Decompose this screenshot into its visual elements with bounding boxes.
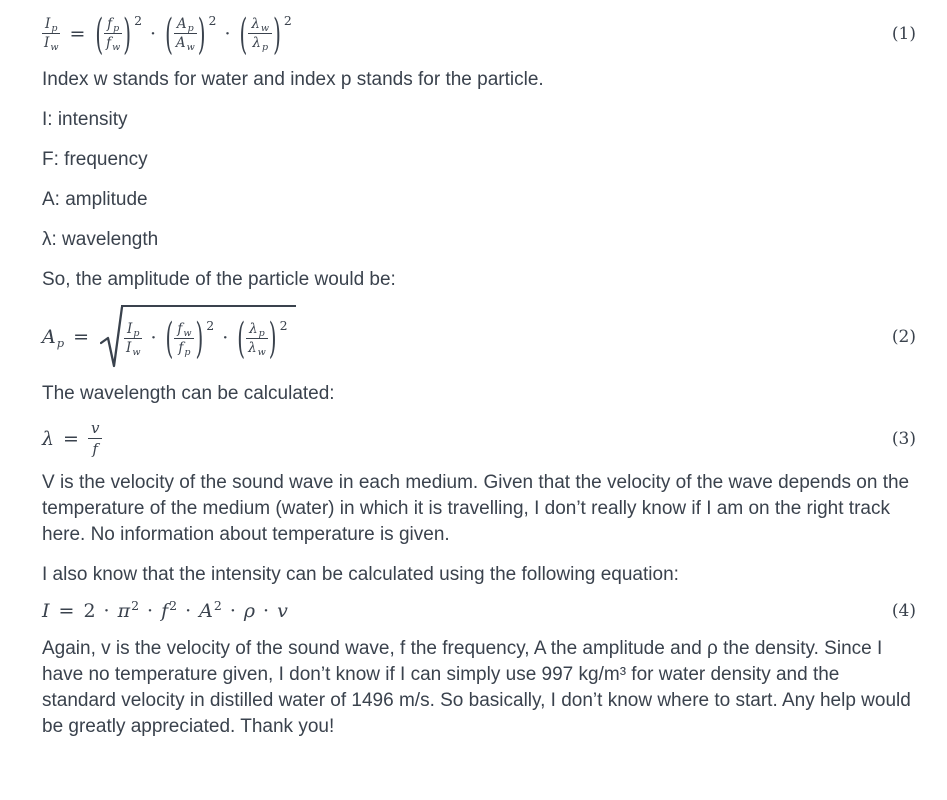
multiplication-dot: ·	[103, 600, 110, 623]
math-symbol: ρ	[243, 600, 256, 623]
open-paren: (	[95, 8, 104, 59]
paren-group-wavelength	[239, 8, 292, 59]
math-symbol: v	[90, 419, 100, 438]
math-symbol: I	[127, 320, 133, 337]
paragraph-closing-note	[42, 636, 916, 740]
multiplication-dot: ·	[229, 600, 236, 623]
fraction-wavelength-ratio	[248, 16, 272, 54]
open-paren: (	[165, 313, 174, 364]
multiplication-dot: ·	[185, 600, 192, 623]
math-subscript: w	[132, 346, 141, 358]
equation-number: (2)	[891, 327, 916, 348]
denominator	[126, 339, 140, 356]
denominator	[175, 34, 195, 54]
math-symbol: f	[107, 16, 113, 32]
fraction-velocity-over-frequency	[88, 419, 102, 458]
math-symbol: π	[117, 600, 131, 623]
math-symbol: λ	[251, 16, 260, 32]
definition-amplitude: A: amplitude	[42, 189, 148, 211]
math-subscript: w	[112, 42, 121, 54]
definition-frequency: F: frequency	[42, 149, 148, 171]
text-line: temperature of the medium (water) in which it is travelling, I don’t really know if I am on the right track	[42, 498, 890, 520]
math-symbol: I	[126, 339, 132, 356]
fraction-intensity-ratio	[124, 321, 142, 356]
math-symbol: f	[177, 320, 183, 337]
paren-group-frequency	[94, 8, 143, 59]
equation-number: (4)	[891, 601, 916, 622]
equation-4-math	[42, 600, 288, 622]
multiplication-dot: ·	[150, 327, 157, 350]
denominator	[106, 34, 121, 54]
text-line: Again, v is the velocity of the sound wave, f the frequency, A the amplitude and ρ the density. Since I	[42, 638, 883, 660]
paren-group-frequency	[165, 313, 215, 364]
close-paren: )	[123, 8, 132, 59]
lhs-amplitude	[42, 326, 65, 351]
equals-sign: =	[73, 326, 90, 349]
paren-group-wavelength	[236, 313, 288, 364]
paragraph-amplitude-intro: So, the amplitude of the particle would be:	[42, 269, 396, 291]
exponent: 2	[134, 13, 143, 28]
paren-group-amplitude	[164, 8, 217, 59]
denominator	[252, 34, 269, 54]
paragraph-wavelength-intro: The wavelength can be calculated:	[42, 383, 335, 405]
paragraph-intensity-intro: I also know that the intensity can be calculated using the following equation:	[42, 564, 679, 586]
exponent: 2	[279, 317, 288, 333]
close-paren: )	[273, 8, 281, 59]
math-subscript: w	[260, 23, 270, 34]
paragraph-velocity-note	[42, 470, 916, 548]
math-symbol: I	[42, 600, 50, 623]
pi-squared	[118, 600, 139, 622]
math-subscript: p	[258, 327, 265, 339]
fraction-frequency-ratio	[174, 321, 194, 356]
math-subscript: p	[184, 346, 191, 358]
multiplication-dot: ·	[224, 22, 231, 45]
math-symbol: A	[176, 16, 187, 32]
close-paren: )	[268, 313, 277, 364]
equation-2-math	[42, 305, 296, 369]
open-paren: (	[239, 8, 248, 59]
math-subscript: p	[187, 23, 194, 34]
multiplication-dot: ·	[147, 600, 154, 623]
open-paren: (	[165, 8, 173, 59]
math-symbol: A	[175, 35, 186, 52]
equation-number: (3)	[891, 428, 916, 449]
math-subscript: w	[50, 42, 59, 54]
amplitude-squared	[199, 600, 222, 622]
math-subscript: p	[51, 23, 58, 34]
math-symbol: I	[45, 16, 51, 32]
fraction-intensity-ratio	[42, 16, 60, 54]
math-subscript: p	[133, 327, 140, 339]
equals-sign: =	[69, 22, 86, 45]
text-line: have no temperature given, I don’t know if I can simply use 997 kg/m³ for water density and the	[42, 664, 840, 686]
multiplication-dot: ·	[263, 600, 270, 623]
paragraph-index-note: Index w stands for water and index p stands for the particle.	[42, 69, 544, 91]
equation-number: (1)	[891, 23, 916, 44]
math-symbol: v	[277, 600, 288, 623]
math-symbol: A	[42, 326, 56, 349]
numerator	[174, 16, 197, 34]
denominator	[43, 34, 59, 54]
text-line: V is the velocity of the sound wave in each medium. Given that the velocity of the wave depends on the	[42, 472, 910, 494]
equation-3-math	[42, 419, 102, 458]
numerator	[174, 321, 194, 339]
numerator	[246, 321, 268, 339]
exponent: 2	[131, 598, 140, 614]
equals-sign: =	[63, 427, 79, 450]
exponent: 2	[283, 13, 292, 28]
numerator	[248, 16, 272, 34]
coefficient: 2	[83, 600, 96, 623]
math-subscript: p	[261, 42, 269, 54]
math-symbol: A	[199, 600, 213, 623]
numerator	[42, 16, 60, 34]
exponent: 2	[206, 317, 215, 333]
math-symbol: λ	[252, 35, 261, 52]
fraction-wavelength-ratio	[246, 321, 268, 356]
math-symbol: λ	[248, 339, 257, 356]
math-subscript: p	[56, 336, 65, 351]
close-paren: )	[197, 8, 206, 59]
math-symbol: λ	[249, 320, 258, 337]
square-root	[100, 305, 295, 369]
numerator	[124, 321, 142, 339]
equals-sign: =	[58, 600, 75, 623]
exponent: 2	[213, 598, 222, 614]
close-paren: )	[195, 313, 204, 364]
math-symbol: λ	[42, 427, 55, 450]
denominator	[178, 339, 190, 356]
math-subscript: p	[113, 23, 120, 34]
equation-4	[42, 600, 916, 622]
math-subscript: w	[257, 346, 266, 358]
text-line: be greatly appreciated. Thank you!	[42, 716, 335, 738]
math-subscript: w	[186, 42, 195, 54]
math-symbol: f	[178, 339, 184, 356]
math-subscript: w	[183, 327, 192, 339]
frequency-squared	[161, 600, 177, 622]
radicand	[121, 305, 295, 363]
multiplication-dot: ·	[222, 327, 229, 350]
numerator	[88, 419, 102, 439]
definition-intensity: I: intensity	[42, 109, 128, 131]
definition-wavelength: λ: wavelength	[42, 229, 159, 251]
equation-1-math	[42, 8, 292, 59]
text-line: standard velocity in distilled water of 1496 m/s. So basically, I don’t know where to start. Any help would	[42, 690, 911, 712]
math-symbol: f	[161, 600, 169, 623]
math-symbol: f	[106, 35, 112, 52]
equation-3	[42, 419, 916, 458]
text-line: here. No information about temperature is given.	[42, 524, 450, 546]
math-symbol: f	[92, 440, 98, 459]
open-paren: (	[237, 313, 246, 364]
equation-1	[42, 8, 916, 59]
denominator	[248, 339, 266, 356]
math-symbol: I	[43, 35, 50, 52]
fraction-frequency-ratio	[104, 16, 122, 54]
numerator	[104, 16, 122, 34]
multiplication-dot: ·	[150, 22, 157, 45]
exponent: 2	[208, 13, 217, 28]
denominator	[92, 439, 98, 458]
fraction-amplitude-ratio	[174, 16, 197, 54]
equation-2	[42, 305, 916, 369]
exponent: 2	[169, 598, 178, 614]
